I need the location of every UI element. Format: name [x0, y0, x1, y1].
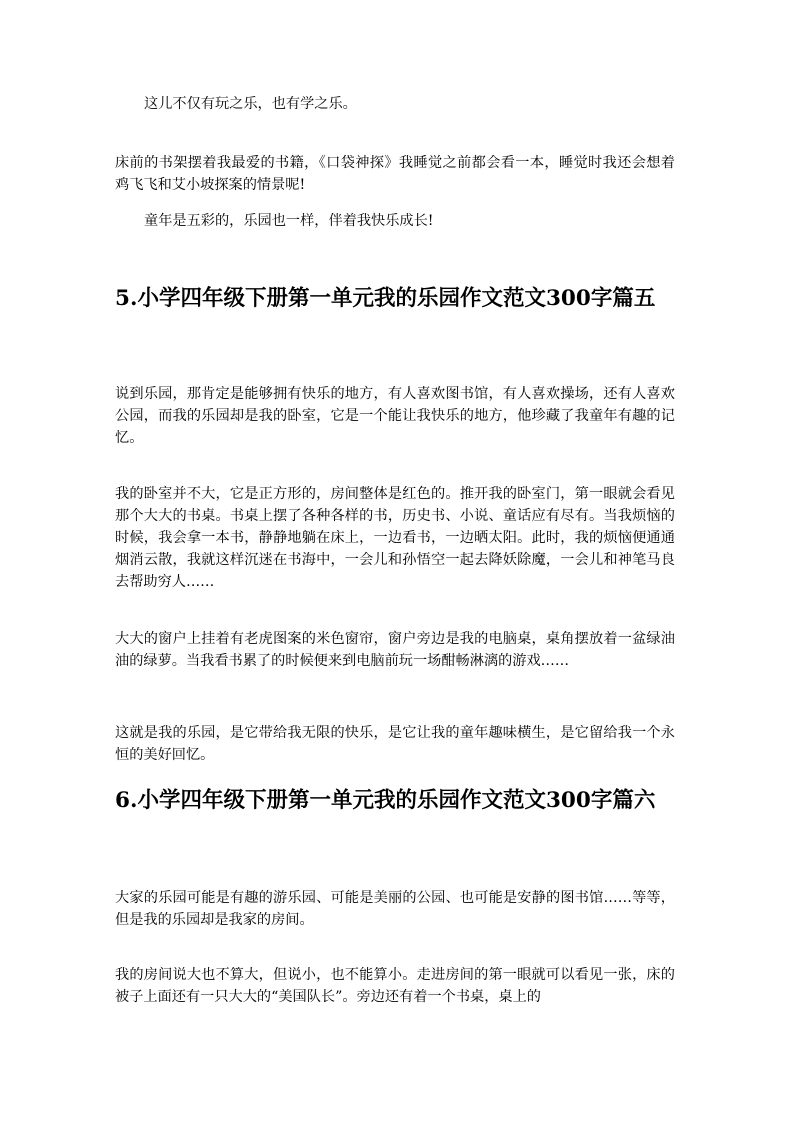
section-6-paragraph-1: 大家的乐园可能是有趣的游乐园、可能是美丽的公园、也可能是安静的图书馆……等等，但是我的乐园却是我家的房间。 — [115, 890, 675, 928]
section-5-paragraph-1: 说到乐园，那肯定是能够拥有快乐的地方，有人喜欢图书馆，有人喜欢操场，还有人喜欢公园，而我的乐园却是我的卧室，它是一个能让我快乐的地方，他珍藏了我童年有趣的记忆。 — [115, 386, 675, 446]
section-5-paragraph-3: 大大的窗户上挂着有老虎图案的米色窗帘，窗户旁边是我的电脑桌，桌角摆放着一盆绿油油的绿萝。当我看书累了的时候便来到电脑前玩一场酣畅淋漓的游戏…… — [115, 631, 675, 669]
section-6-paragraph-2: 我的房间说大也不算大，但说小，也不能算小。走进房间的第一眼就可以看见一张，床的被子上面还有一只大大的“美国队长”。旁边还有着一个书桌，桌上的 — [115, 967, 675, 1005]
section-6-heading: 6.小学四年级下册第一单元我的乐园作文范文300字篇六 — [115, 788, 656, 813]
section-5-paragraph-2: 我的卧室并不大，它是正方形的，房间整体是红色的。推开我的卧室门，第一眼就会看见那个大大的书桌。书桌上摆了各种各样的书，历史书、小说、童话应有尽有。当我烦恼的时候，我会拿一本书，静静地躺在床上，一边看书，一边晒太阳。此时，我的烦恼便通通烟消云散，我就这样沉迷在书海中，一会儿和孙悟空一起去降妖除魔，一会儿和神笔马良去帮助穷人…… — [115, 486, 675, 590]
paragraph-intro-1: 这儿不仅有玩之乐，也有学之乐。 — [144, 96, 357, 112]
section-5-heading: 5.小学四年级下册第一单元我的乐园作文范文300字篇五 — [115, 286, 656, 311]
section-5-paragraph-4: 这就是我的乐园，是它带给我无限的快乐，是它让我的童年趣味横生，是它留给我一个永恒的美好回忆。 — [115, 725, 675, 763]
paragraph-intro-3: 童年是五彩的，乐园也一样，伴着我快乐成长! — [144, 213, 434, 229]
paragraph-intro-2: 床前的书架摆着我最爱的书籍，《口袋神探》我睡觉之前都会看一本，睡觉时我还会想着鸡飞飞和艾小坡探案的情景呢! — [115, 155, 675, 193]
